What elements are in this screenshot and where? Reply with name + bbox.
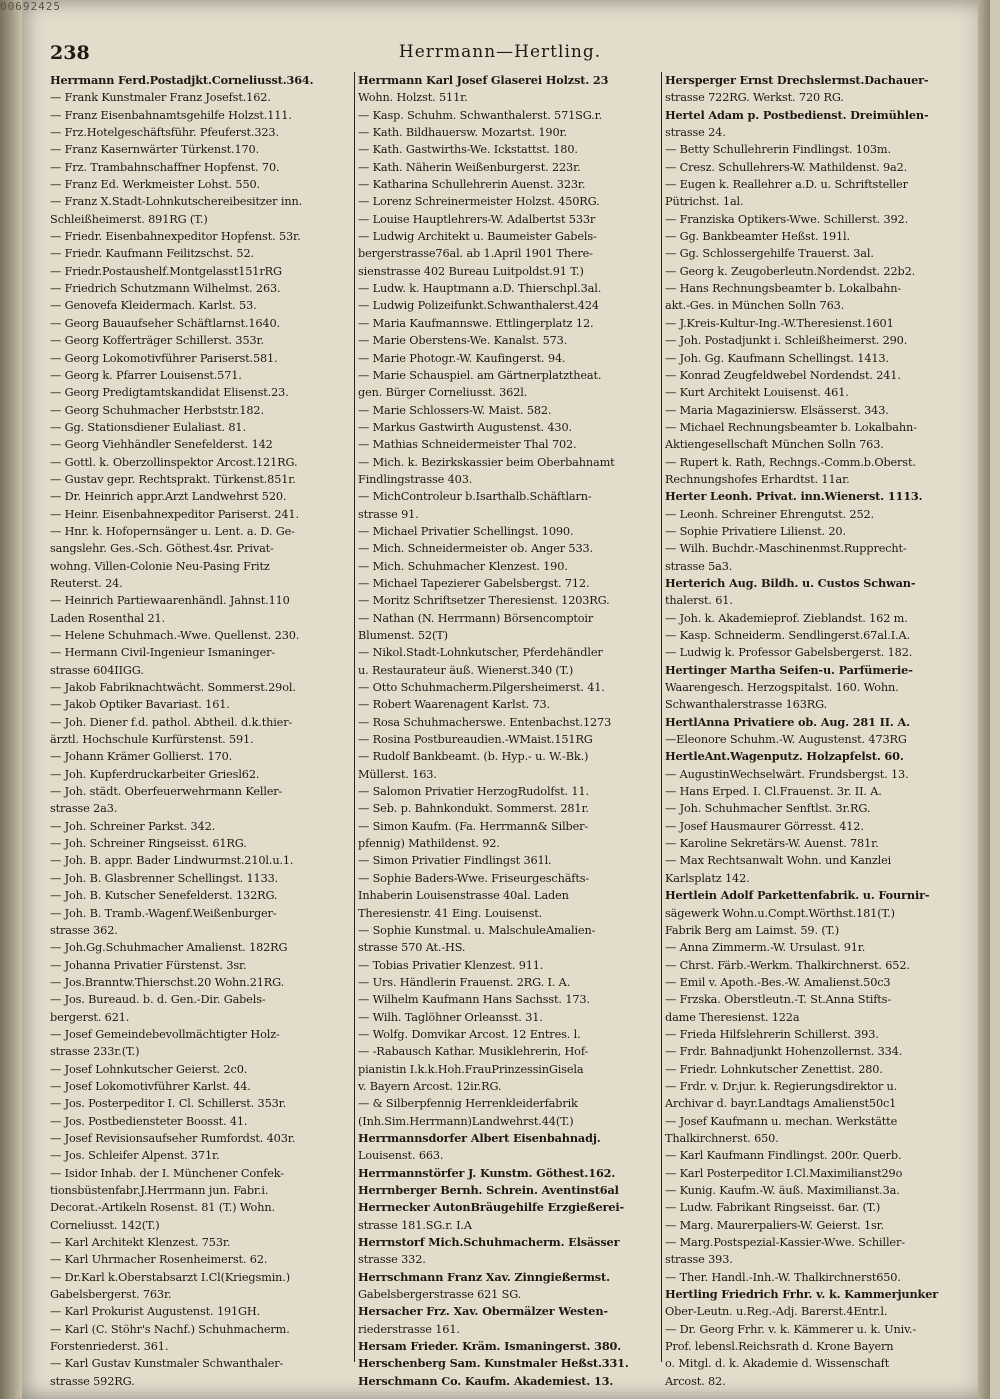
- directory-entry-line: — Franziska Optikers-Wwe. Schillerst. 392.: [665, 212, 909, 226]
- directory-entry-line: sangslehr. Ges.-Sch. Göthest.4sr. Privat-: [50, 542, 274, 556]
- directory-entry-line: — Jos. Bureaud. b. d. Gen.-Dir. Gabels-: [50, 993, 266, 1007]
- directory-entry-line: — Leonh. Schreiner Ehrengutst. 252.: [665, 507, 874, 521]
- directory-entry-line: strasse 362.: [50, 923, 118, 937]
- page-edge: [978, 0, 990, 1399]
- directory-entry-line: — Franz Eisenbahnamtsgehilfe Holzst.111.: [50, 108, 292, 122]
- directory-entry-line: — Rosina Postbureaudien.-WMaist.151RG: [358, 733, 593, 747]
- directory-entry-line: — Mich. Schuhmacher Klenzest. 190.: [358, 559, 568, 573]
- directory-entry-line: — Karl Gustav Kunstmaler Schwanthaler-: [50, 1357, 284, 1371]
- directory-entry-line: Herrmann Karl Josef Glaserei Holzst. 23: [358, 73, 609, 87]
- directory-entry-line: bergerst. 621.: [50, 1010, 130, 1024]
- directory-entry-line: — Joh. Postadjunkt i. Schleißheimerst. 290.: [665, 334, 908, 348]
- directory-entry-line: Arcost. 82.: [665, 1374, 726, 1388]
- directory-entry-line: — Sophie Privatiere Lilienst. 20.: [665, 524, 846, 538]
- directory-entry-line: strasse 592RG.: [50, 1374, 135, 1388]
- directory-entry-line: — Wilh. Buchdr.-Maschinenmst.Rupprecht-: [665, 542, 907, 556]
- directory-entry-line: o. Mitgl. d. k. Akademie d. Wissenschaft: [665, 1357, 890, 1371]
- directory-entry-line: — Gg. Stationsdiener Eulaliast. 81.: [50, 420, 246, 434]
- directory-entry-line: — Lorenz Schreinermeister Holzst. 450RG.: [358, 195, 600, 209]
- directory-entry-line: Theresienstr. 41 Eing. Louisenst.: [358, 906, 543, 920]
- directory-entry-line: — Frieda Hilfslehrerin Schillerst. 393.: [665, 1027, 879, 1041]
- directory-entry-line: v. Bayern Arcost. 12ir.RG.: [358, 1079, 502, 1093]
- directory-entry-line: u. Restaurateur äuß. Wienerst.340 (T.): [358, 663, 574, 677]
- directory-entry-line: Hertlein Adolf Parkettenfabrik. u. Fournir-: [665, 888, 930, 903]
- directory-entry-line: strasse 570 At.-HS.: [358, 941, 466, 955]
- directory-entry-line: — Cresz. Schullehrers-W. Mathildenst. 9a2.: [665, 160, 908, 174]
- column-rule-left: [354, 72, 355, 1362]
- directory-entry-line: — Jos.Branntw.Thierschst.20 Wohn.21RG.: [50, 975, 285, 989]
- directory-entry-line: — Joh.Gg.Schuhmacher Amalienst. 182RG: [50, 941, 288, 955]
- directory-entry-line: — Friedr. Lohnkutscher Zenettist. 280.: [665, 1062, 883, 1076]
- directory-entry-line: — Mich. Schneidermeister ob. Anger 533.: [358, 542, 593, 556]
- directory-entry-line: — Joh. k. Akademieprof. Zieblandst. 162 m.: [665, 611, 908, 625]
- directory-entry-line: — Karoline Sekretärs-W. Auenst. 781r.: [665, 837, 879, 851]
- directory-entry-line: — Ludw. Fabrikant Ringseisst. 6ar. (T.): [665, 1201, 881, 1215]
- directory-entry-line: Ober-Leutn. u.Reg.-Adj. Barerst.4Entr.l.: [665, 1305, 888, 1319]
- directory-entry-line: — Marie Schauspiel. am Gärtnerplatztheat.: [358, 368, 602, 382]
- directory-entry-line: Schleißheimerst. 891RG (T.): [50, 212, 208, 226]
- directory-entry-line: — Heinr. Eisenbahnexpeditor Pariserst. 241.: [50, 507, 299, 521]
- column-1: [50, 72, 350, 1388]
- directory-entry-line: — Kasp. Schuhm. Schwanthalerst. 571SG.r.: [358, 108, 603, 122]
- directory-entry-line: strasse 5a3.: [665, 559, 733, 573]
- directory-entry-line: Herrnberger Bernh. Schrein. Aventinst6al: [358, 1183, 619, 1197]
- directory-entry-line: — Ludwig Polizeifunkt.Schwanthalerst.424: [358, 299, 599, 313]
- directory-entry-line: — Ther. Handl.-Inh.-W. Thalkirchnerst650.: [665, 1270, 901, 1284]
- directory-entry-line: — Michael Privatier Schellingst. 1090.: [358, 524, 574, 538]
- directory-entry-line: — Joh. B. Tramb.-Wagenf.Weißenburger-: [50, 906, 277, 920]
- directory-entry-line: — Franz X.Stadt-Lohnkutschereibesitzer inn.: [50, 195, 303, 209]
- directory-entry-line: — Georg k. Zeugoberleutn.Nordendst. 22b2.: [665, 264, 916, 278]
- directory-entry-line: — Wolfg. Domvikar Arcost. 12 Entres. l.: [358, 1027, 581, 1041]
- directory-entry-line: — Maria Magaziniersw. Elsässerst. 343.: [665, 403, 889, 417]
- directory-entry-line: — Johann Krämer Gollierst. 170.: [50, 750, 233, 764]
- directory-entry-line: — Karl Uhrmacher Rosenheimerst. 62.: [50, 1253, 268, 1267]
- directory-entry-line: — Georg Predigtamtskandidat Elisenst.23.: [50, 386, 289, 400]
- directory-entry-line: — Frzska. Oberstleutn.-T. St.Anna Stifts-: [665, 993, 891, 1007]
- directory-entry-line: Louisenst. 663.: [358, 1149, 444, 1163]
- directory-entry-line: — Michael Rechnungsbeamter b. Lokalbahn-: [665, 420, 917, 434]
- directory-entry-line: — Joh. Diener f.d. pathol. Abtheil. d.k.thier-: [50, 715, 293, 729]
- book-spine: [0, 0, 22, 1399]
- directory-entry-line: wohng. Villen-Colonie Neu-Pasing Fritz: [50, 559, 270, 573]
- directory-entry-line: — Robert Waarenagent Karlst. 73.: [358, 698, 551, 712]
- directory-entry-line: — Joh. Schreiner Ringseisst. 61RG.: [50, 837, 247, 851]
- directory-entry-line: Findlingstrasse 403.: [358, 472, 473, 486]
- directory-entry-line: sienstrasse 402 Bureau Luitpoldst.91 T.): [358, 264, 584, 278]
- directory-entry-line: — Joh. Schuhmacher Senftlst. 3r.RG.: [665, 802, 871, 816]
- directory-entry-line: tionsbüstenfabr.J.Herrmann jun. Fabr.i.: [50, 1184, 269, 1197]
- directory-entry-line: bergerstrasse76al. ab 1.April 1901 There-: [358, 247, 593, 261]
- directory-entry-line: — Jakob Optiker Bavariast. 161.: [50, 698, 230, 712]
- directory-entry-line: — Georg Kofferträger Schillerst. 353r.: [50, 334, 264, 348]
- directory-entry-line: — Emil v. Apoth.-Bes.-W. Amalienst.50c3: [665, 975, 891, 989]
- directory-entry-line: pianistin I.k.k.Hoh.FrauPrinzessinGisela: [358, 1062, 584, 1076]
- directory-entry-line: — & Silberpfennig Herrenkleiderfabrik: [358, 1097, 578, 1111]
- directory-entry-line: — J.Kreis-Kultur-Ing.-W.Theresienst.1601: [665, 316, 894, 330]
- directory-entry-line: — Georg Schuhmacher Herbststr.182.: [50, 403, 264, 417]
- directory-entry-line: Archivar d. bayr.Landtags Amalienst50c1: [665, 1097, 897, 1111]
- directory-entry-line: ärztl. Hochschule Kurfürstenst. 591.: [50, 733, 254, 747]
- column-2: [358, 72, 658, 1388]
- directory-entry-line: — Karl (C. Stöhr's Nachf.) Schuhmacherm.: [50, 1322, 290, 1336]
- directory-entry-line: dame Theresienst. 122a: [665, 1010, 800, 1024]
- directory-entry-line: — Urs. Händlerin Frauenst. 2RG. I. A.: [358, 975, 571, 989]
- directory-entry-line: Gabelsbergerstrasse 621 SG.: [358, 1288, 522, 1302]
- directory-entry-line: — Georg Bauaufseher Schäftlarnst.1640.: [50, 316, 280, 330]
- directory-entry-line: Herschmann Co. Kaufm. Akademiest. 13.: [358, 1373, 614, 1388]
- directory-entry-line: — Anna Zimmerm.-W. Ursulast. 91r.: [665, 941, 866, 955]
- directory-entry-line: — Friedr.Postaushelf.Montgelasst151rRG: [50, 264, 282, 278]
- directory-entry-line: — Ludwig k. Professor Gabelsbergerst. 182.: [665, 646, 913, 660]
- directory-entry-line: — Jos. Posterpeditor I. Cl. Schillerst. 353r.: [50, 1097, 287, 1111]
- directory-entry-line: — Georg Viehhändler Senefelderst. 142: [50, 438, 273, 452]
- directory-entry-line: — Isidor Inhab. der I. Münchener Confek-: [50, 1166, 284, 1180]
- directory-entry-line: Herrnstorf Mich.Schuhmacherm. Elsässer: [358, 1235, 620, 1250]
- column-3: [665, 72, 960, 1388]
- directory-entry-line: — Mich. k. Bezirkskassier beim Oberbahnamt: [358, 455, 615, 469]
- directory-entry-line: strasse 332.: [358, 1253, 426, 1267]
- directory-entry-line: strasse 233r.(T.): [50, 1045, 140, 1059]
- directory-entry-line: — Karl Kaufmann Findlingst. 200r. Querb.: [665, 1149, 902, 1163]
- directory-entry-line: strasse 604IIGG.: [50, 663, 144, 677]
- directory-entry-line: Blumenst. 52(T): [358, 629, 448, 642]
- directory-entry-line: — Tobias Privatier Klenzest. 911.: [358, 958, 544, 972]
- directory-entry-line: — Otto Schuhmacherm.Pilgersheimerst. 41.: [358, 681, 605, 695]
- directory-entry-line: — -Rabausch Kathar. Musiklehrerin, Hof-: [358, 1045, 589, 1059]
- directory-entry-line: — Hnr. k. Hofopernsänger u. Lent. a. D. Ge-: [50, 524, 295, 538]
- directory-entry-line: Herschenberg Sam. Kunstmaler Heßst.331.: [358, 1356, 629, 1371]
- directory-entry-line: — Jos. Postbediensteter Boosst. 41.: [50, 1114, 248, 1128]
- directory-entry-line: — Franz Ed. Werkmeister Lohst. 550.: [50, 178, 260, 192]
- directory-entry-line: — MichControleur b.Isarthalb.Schäftlarn-: [358, 490, 592, 504]
- directory-entry-line: — Katharina Schullehrerin Auenst. 323r.: [358, 178, 586, 192]
- directory-entry-line: — Jakob Fabriknachtwächt. Sommerst.29ol.: [50, 681, 296, 695]
- directory-entry-line: — Frank Kunstmaler Franz Josefst.162.: [50, 91, 271, 105]
- directory-entry-line: — Seb. p. Bahnkondukt. Sommerst. 281r.: [358, 802, 589, 816]
- directory-entry-line: — Karl Posterpeditor I.Cl.Maximilianst29o: [665, 1166, 903, 1180]
- directory-entry-line: — Friedr. Kaufmann Feilitzschst. 52.: [50, 247, 254, 261]
- directory-entry-line: — Dr.Karl k.Oberstabsarzt I.Cl(Kriegsmin.): [50, 1270, 290, 1284]
- page-number: 238: [50, 42, 90, 64]
- directory-entry-line: — Hans Erped. I. Cl.Frauenst. 3r. II. A.: [665, 785, 882, 799]
- directory-entry-line: HertleAnt.Wagenputz. Holzapfelst. 60.: [665, 749, 904, 764]
- directory-entry-line: HertlAnna Privatiere ob. Aug. 281 II. A.: [665, 714, 910, 729]
- directory-entry-line: — Maria Kaufmannswe. Ettlingerplatz 12.: [358, 316, 594, 330]
- directory-entry-line: — Sophie Baders-Wwe. Friseurgeschäfts-: [358, 871, 590, 885]
- directory-entry-line: (Inh.Sim.Herrmann)Landwehrst.44(T.): [358, 1114, 574, 1128]
- directory-entry-line: — Rupert k. Rath, Rechngs.-Comm.b.Oberst.: [665, 455, 916, 469]
- directory-entry-line: — Salomon Privatier HerzogRudolfst. 11.: [358, 785, 589, 799]
- directory-entry-line: — Marie Oberstens-We. Kanalst. 573.: [358, 334, 568, 348]
- directory-entry-line: — Marg.Postspezial-Kassier-Wwe. Schiller-: [665, 1236, 905, 1250]
- directory-entry-line: Hertling Friedrich Frhr. v. k. Kammerjunker: [665, 1287, 939, 1302]
- directory-entry-line: — Kunig. Kaufm.-W. äuß. Maximilianst.3a.: [665, 1184, 900, 1197]
- directory-entry-line: — Jos. Schleifer Alpenst. 371r.: [50, 1149, 220, 1163]
- directory-entry-line: — Nikol.Stadt-Lohnkutscher, Pferdehändler: [358, 646, 603, 660]
- directory-entry-line: gen. Bürger Corneliusst. 362l.: [358, 386, 528, 400]
- directory-entry-line: — Joh. städt. Oberfeuerwehrmann Keller-: [50, 785, 283, 799]
- directory-entry-line: — Simon Kaufm. (Fa. Herrmann& Silber-: [358, 819, 589, 833]
- directory-entry-line: — Johanna Privatier Fürstenst. 3sr.: [50, 958, 247, 972]
- directory-entry-line: Forstenriederst. 361.: [50, 1340, 169, 1354]
- directory-entry-line: —Eleonore Schuhm.-W. Augustenst. 473RG: [665, 733, 907, 747]
- directory-entry-line: Hertel Adam p. Postbedienst. Dreimühlen-: [665, 107, 929, 122]
- directory-entry-line: Corneliusst. 142(T.): [50, 1218, 160, 1232]
- directory-entry-line: Herrmann Ferd.Postadjkt.Corneliusst.364.: [50, 73, 314, 87]
- directory-entry-line: Hersperger Ernst Drechslermst.Dachauer-: [665, 73, 929, 87]
- directory-entry-line: — Chrst. Färb.-Werkm. Thalkirchnerst. 652.: [665, 958, 910, 972]
- directory-entry-line: Schwanthalerstrasse 163RG.: [665, 698, 827, 712]
- directory-entry-line: Hersacher Frz. Xav. Obermälzer Westen-: [358, 1304, 608, 1319]
- directory-entry-line: strasse 181.SG.r. I.A: [358, 1218, 472, 1232]
- directory-entry-line: — Karl Architekt Klenzest. 753r.: [50, 1236, 231, 1250]
- directory-entry-line: thalerst. 61.: [665, 594, 733, 608]
- directory-entry-line: Decorat.-Artikeln Rosenst. 81 (T.) Wohn.: [50, 1201, 275, 1215]
- directory-entry-line: Rechnungshofes Erhardtst. 11ar.: [665, 472, 850, 486]
- directory-entry-line: — Hans Rechnungsbeamter b. Lokalbahn-: [665, 282, 902, 296]
- directory-entry-line: — Kath. Bildhauersw. Mozartst. 190r.: [358, 126, 567, 140]
- directory-entry-line: strasse 2a3.: [50, 802, 118, 816]
- directory-entry-line: — Konrad Zeugfeldwebel Nordendst. 241.: [665, 368, 901, 382]
- directory-entry-line: — Wilhelm Kaufmann Hans Sachsst. 173.: [358, 993, 590, 1007]
- directory-entry-line: — Joh. Schreiner Parkst. 342.: [50, 819, 216, 833]
- directory-entry-line: Herterich Aug. Bildh. u. Custos Schwan-: [665, 575, 916, 590]
- directory-entry-line: strasse 393.: [665, 1253, 733, 1267]
- directory-entry-line: — Kurt Architekt Louisenst. 461.: [665, 386, 849, 400]
- directory-entry-line: Herrmannsdorfer Albert Eisenbahnadj.: [358, 1130, 601, 1145]
- directory-entry-line: Prof. lebensl.Reichsrath d. Krone Bayern: [665, 1340, 894, 1354]
- directory-entry-line: Herter Leonh. Privat. inn.Wienerst. 1113.: [665, 489, 923, 504]
- directory-entry-line: — Frdr. v. Dr.jur. k. Regierungsdirektor u.: [665, 1079, 898, 1093]
- directory-entry-line: — Marie Schlossers-W. Maist. 582.: [358, 403, 552, 417]
- directory-entry-line: — Georg k. Pfarrer Louisenst.571.: [50, 368, 242, 382]
- directory-entry-line: akt.-Ges. in München Solln 763.: [665, 299, 845, 313]
- directory-entry-line: strasse 91.: [358, 507, 419, 521]
- directory-entry-line: — Kath. Näherin Weißenburgerst. 223r.: [358, 160, 581, 174]
- directory-entry-line: — Josef Lohnkutscher Geierst. 2c0.: [50, 1062, 248, 1076]
- directory-entry-line: — Helene Schuhmach.-Wwe. Quellenst. 230.: [50, 629, 300, 642]
- directory-entry-line: — Franz Kasernwärter Türkenst.170.: [50, 143, 260, 157]
- directory-entry-line: — Marie Photogr.-W. Kaufingerst. 94.: [358, 351, 566, 365]
- directory-entry-line: — Louise Hauptlehrers-W. Adalbertst 533r: [358, 212, 596, 226]
- directory-entry-line: Thalkirchnerst. 650.: [665, 1131, 779, 1145]
- directory-entry-line: — Georg Lokomotivführer Pariserst.581.: [50, 351, 278, 365]
- directory-entry-line: Fabrik Berg am Laimst. 59. (T.): [665, 923, 840, 937]
- directory-entry-line: — Josef Lokomotivführer Karlst. 44.: [50, 1079, 251, 1093]
- directory-entry-line: — Mathias Schneidermeister Thal 702.: [358, 438, 577, 452]
- directory-entry-line: — Genovefa Kleidermach. Karlst. 53.: [50, 299, 257, 313]
- directory-entry-line: Herrschmann Franz Xav. Zinngießermst.: [358, 1269, 610, 1284]
- directory-entry-line: riederstrasse 161.: [358, 1322, 460, 1336]
- directory-entry-line: Aktiengesellschaft München Solln 763.: [665, 438, 884, 452]
- running-head: Herrmann—Hertling.: [398, 42, 602, 62]
- directory-entry-line: strasse 722RG. Werkst. 720 RG.: [665, 91, 844, 105]
- directory-entry-line: — Simon Privatier Findlingst 361l.: [358, 854, 552, 868]
- directory-entry-line: Waarengesch. Herzogspitalst. 160. Wohn.: [665, 681, 899, 695]
- directory-entry-line: — Kath. Gastwirths-We. Ickstattst. 180.: [358, 143, 578, 157]
- directory-entry-line: — Josef Kaufmann u. mechan. Werkstätte: [665, 1114, 898, 1128]
- directory-entry-line: — Friedr. Eisenbahnexpeditor Hopfenst. 53r.: [50, 230, 301, 244]
- directory-entry-line: Gabelsbergerst. 763r.: [50, 1288, 172, 1302]
- directory-entry-line: — Ludwig Architekt u. Baumeister Gabels-: [358, 230, 597, 244]
- directory-entry-line: — Rosa Schuhmacherswe. Entenbachst.1273: [358, 715, 612, 729]
- directory-entry-line: — Ludw. k. Hauptmann a.D. Thierschpl.3al.: [358, 282, 602, 296]
- directory-entry-line: Hersam Frieder. Kräm. Ismaningerst. 380.: [358, 1339, 622, 1354]
- directory-entry-line: — Markus Gastwirth Augustenst. 430.: [358, 420, 572, 434]
- directory-entry-line: — Rudolf Bankbeamt. (b. Hyp.- u. W.-Bk.): [358, 750, 589, 764]
- directory-entry-line: — Marg. Maurerpaliers-W. Geierst. 1sr.: [665, 1218, 885, 1232]
- directory-entry-line: — Joh. Kupferdruckarbeiter Griesl62.: [50, 767, 260, 781]
- directory-entry-line: Inhaberin Louisenstrasse 40al. Laden: [358, 889, 569, 903]
- directory-entry-line: — Joh. B. Kutscher Senefelderst. 132RG.: [50, 889, 278, 903]
- directory-entry-line: Karlsplatz 142.: [665, 871, 750, 885]
- directory-entry-line: — Joh. B. appr. Bader Lindwurmst.210l.u.1.: [50, 854, 294, 868]
- directory-entry-line: — Frz. Trambahnschaffner Hopfenst. 70.: [50, 160, 280, 174]
- directory-entry-line: — Gustav gepr. Rechtsprakt. Türkenst.851r.: [50, 472, 296, 486]
- directory-entry-line: — Kasp. Schneiderm. Sendlingerst.67al.I.A.: [665, 629, 910, 642]
- directory-entry-line: pfennig) Mathildenst. 92.: [358, 837, 500, 851]
- directory-entry-line: — Josef Hausmaurer Görresst. 412.: [665, 819, 864, 833]
- directory-entry-line: Herrmannstörfer J. Kunstm. Göthest.162.: [358, 1165, 616, 1180]
- directory-entry-line: — Joh. B. Glasbrenner Schellingst. 1133.: [50, 871, 279, 885]
- archive-stamp: 00692425: [0, 0, 61, 13]
- directory-entry-line: — Michael Tapezierer Gabelsbergst. 712.: [358, 576, 590, 590]
- directory-entry-line: sägewerk Wohn.u.Compt.Wörthst.181(T.): [665, 906, 895, 920]
- directory-entry-line: — Betty Schullehrerin Findlingst. 103m.: [665, 143, 891, 157]
- directory-entry-line: Pütrichst. 1al.: [665, 195, 744, 209]
- directory-entry-line: — Frz.Hotelgeschäftsführ. Pfeuferst.323.: [50, 126, 279, 140]
- directory-entry-line: — AugustinWechselwärt. Frundsbergst. 13.: [665, 767, 909, 781]
- directory-entry-line: — Nathan (N. Herrmann) Börsencomptoir: [358, 611, 594, 625]
- directory-entry-line: — Frdr. Bahnadjunkt Hohenzollernst. 334.: [665, 1045, 903, 1059]
- directory-entry-line: — Max Rechtsanwalt Wohn. und Kanzlei: [665, 854, 892, 868]
- directory-entry-line: — Josef Gemeindebevollmächtigter Holz-: [50, 1027, 280, 1041]
- directory-entry-line: — Josef Revisionsaufseher Rumfordst. 403r.: [50, 1131, 296, 1145]
- directory-entry-line: — Gg. Bankbeamter Heßst. 191l.: [665, 230, 850, 244]
- directory-entry-line: — Heinrich Partiewaarenhändl. Jahnst.110: [50, 594, 290, 608]
- directory-entry-line: — Wilh. Taglöhner Orleansst. 31.: [358, 1010, 543, 1024]
- column-rule-right: [661, 72, 662, 1362]
- directory-entry-line: Reuterst. 24.: [50, 576, 123, 590]
- directory-entry-line: — Gottl. k. Oberzollinspektor Arcost.121RG.: [50, 455, 298, 469]
- directory-entry-line: — Karl Prokurist Augustenst. 191GH.: [50, 1305, 261, 1319]
- directory-entry-line: Laden Rosenthal 21.: [50, 611, 165, 625]
- directory-entry-line: — Dr. Georg Frhr. v. k. Kämmerer u. k. Univ.-: [665, 1322, 917, 1336]
- directory-entry-line: Müllerst. 163.: [358, 767, 437, 781]
- directory-entry-line: — Hermann Civil-Ingenieur Ismaninger-: [50, 646, 276, 660]
- directory-entry-line: Herrnecker AutonBräugehilfe Erzgießerei-: [358, 1200, 625, 1215]
- directory-entry-line: — Joh. Gg. Kaufmann Schellingst. 1413.: [665, 351, 889, 365]
- directory-entry-line: strasse 24.: [665, 126, 726, 140]
- directory-entry-line: — Gg. Schlossergehilfe Trauerst. 3al.: [665, 247, 874, 261]
- directory-entry-line: Wohn. Holzst. 511r.: [358, 91, 468, 105]
- directory-entry-line: — Eugen k. Reallehrer a.D. u. Schriftsteller: [665, 178, 908, 192]
- directory-entry-line: — Moritz Schriftsetzer Theresienst. 1203RG.: [358, 594, 610, 608]
- directory-entry-line: — Dr. Heinrich appr.Arzt Landwehrst 520.: [50, 490, 287, 504]
- directory-entry-line: — Friedrich Schutzmann Wilhelmst. 263.: [50, 282, 281, 296]
- directory-entry-line: — Sophie Kunstmal. u. MalschuleAmalien-: [358, 923, 596, 937]
- directory-entry-line: Hertinger Martha Seifen-u. Parfümerie-: [665, 662, 913, 677]
